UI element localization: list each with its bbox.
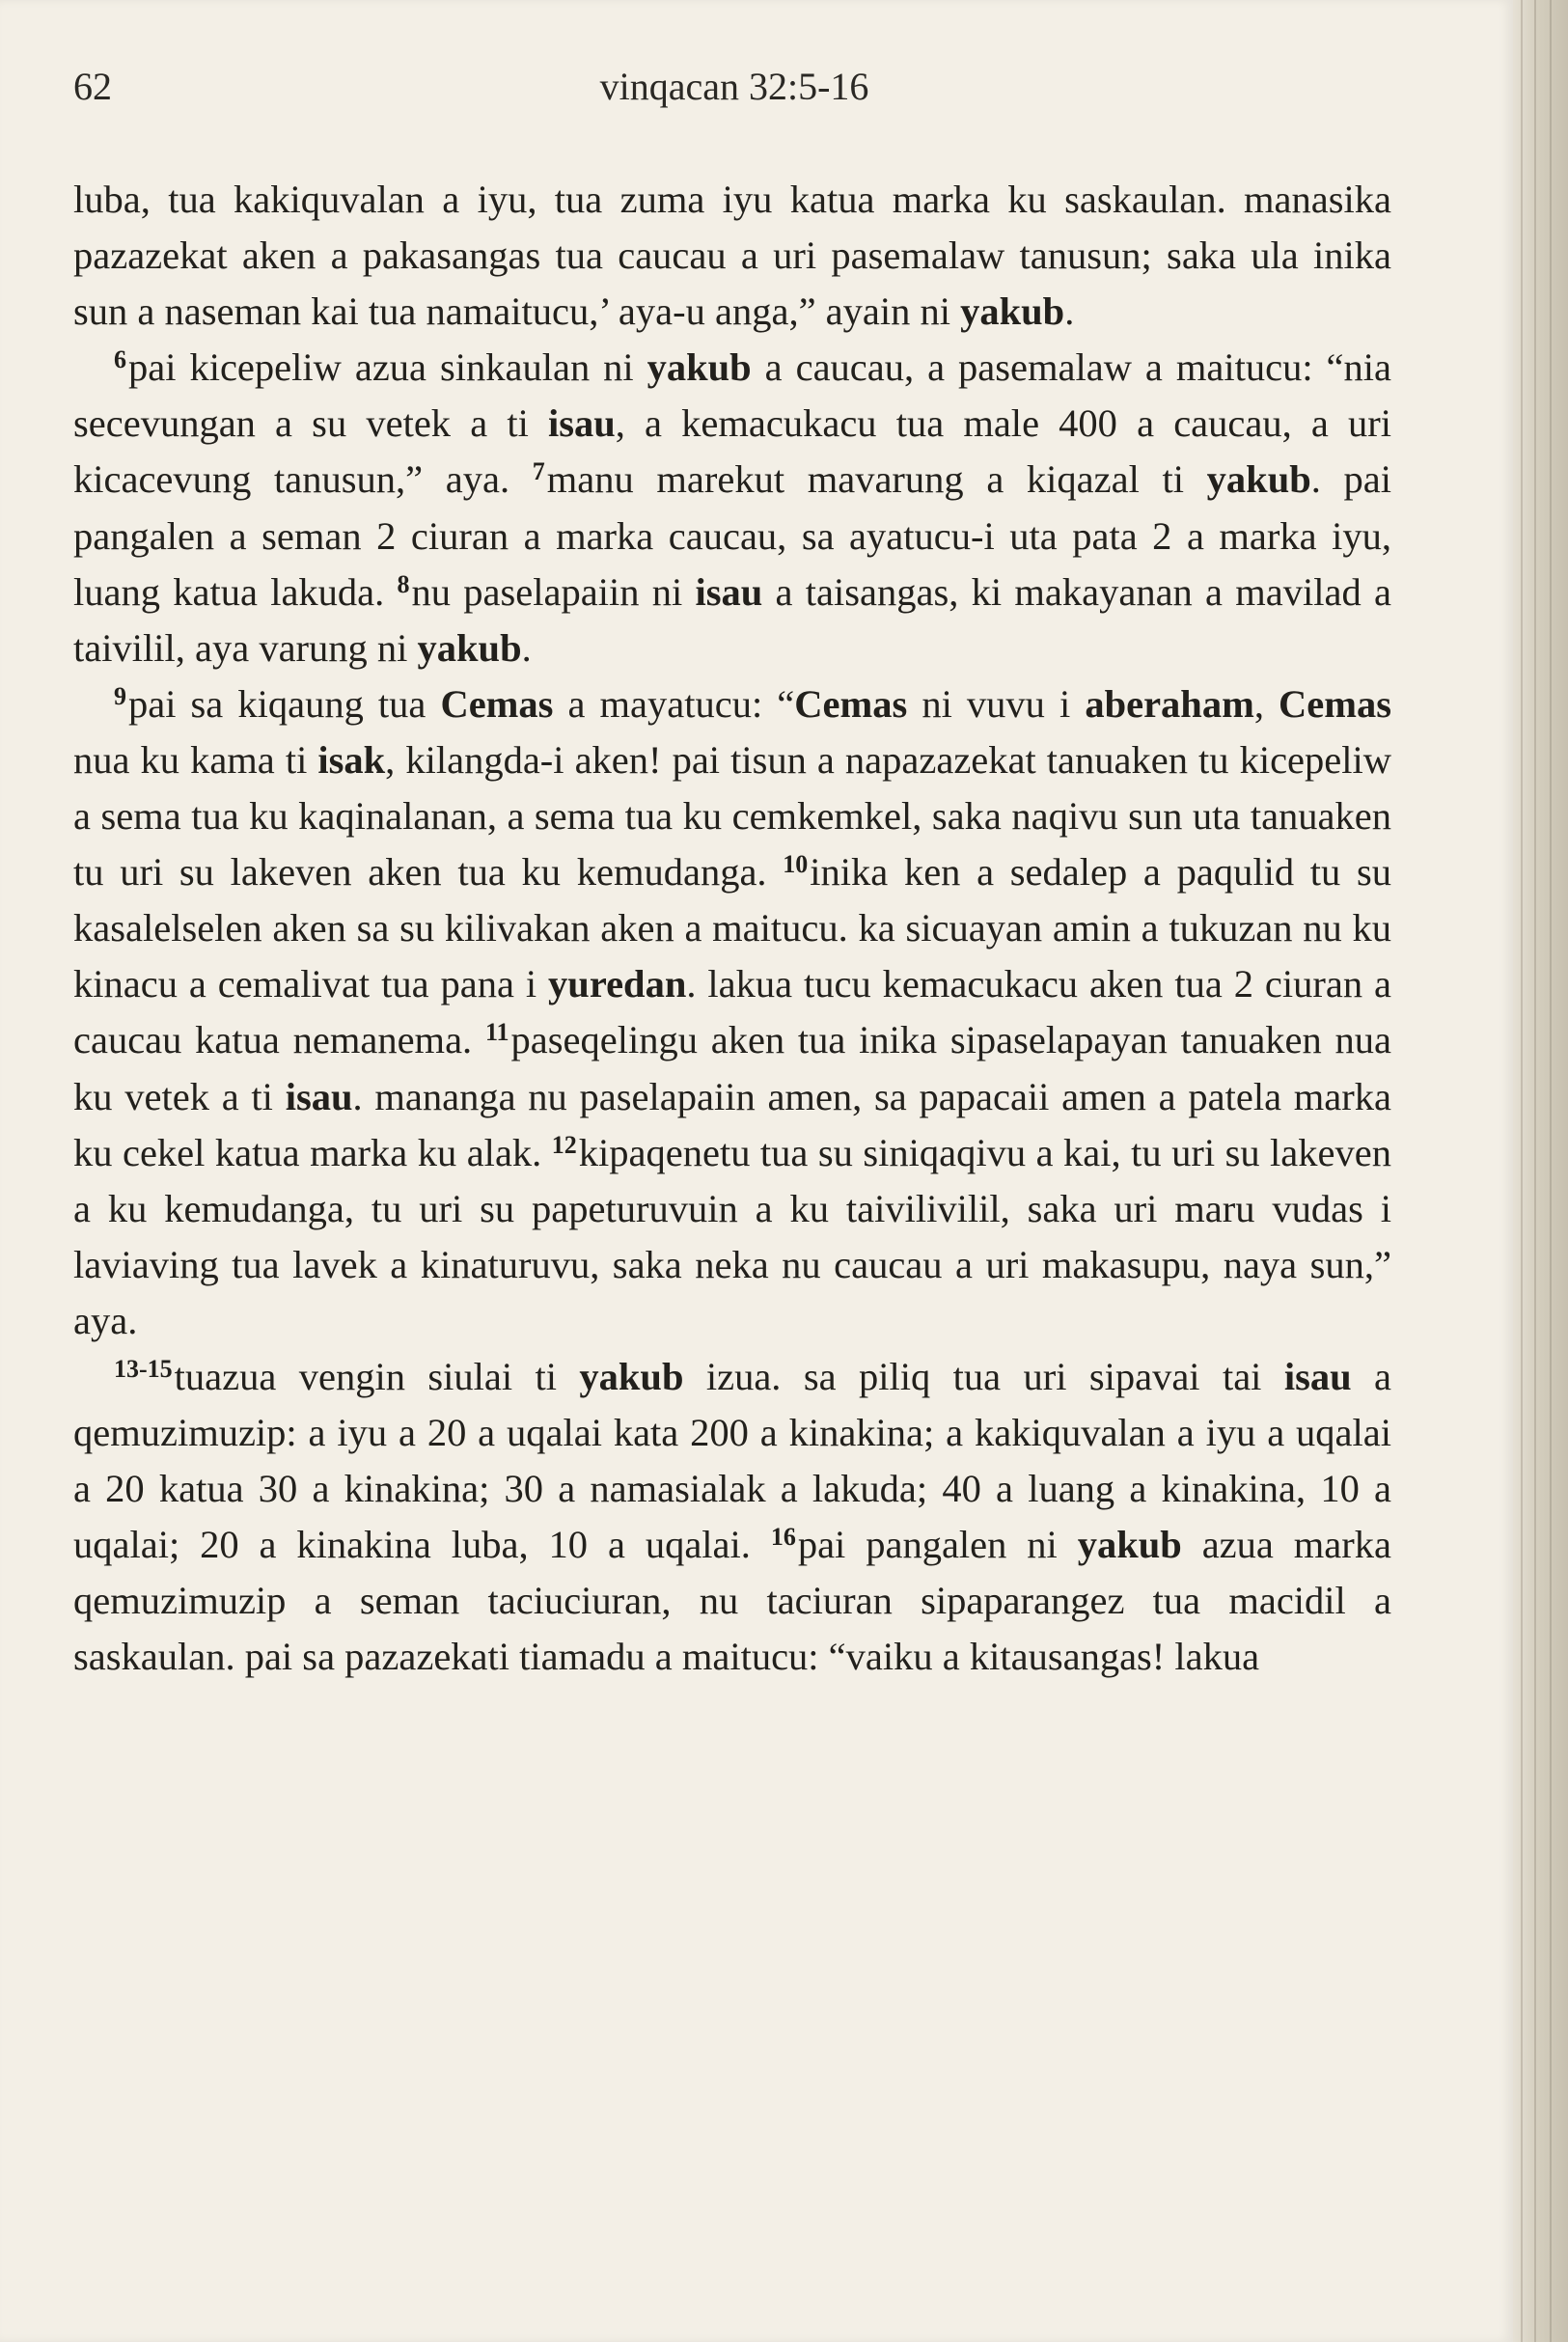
paragraph [73,340,1391,676]
verse-text: pai pangalen ni [797,1523,1078,1567]
verse-text: a caucau, a pasemalaw a maitucu: “nia secevungan a su vetek a ti [73,345,1391,446]
verse-text: nu paselapaiin ni [411,569,696,614]
scripture-text [73,172,1391,1686]
proper-name: isau [695,569,763,614]
running-title: vinqacan 32:5-16 [599,65,869,108]
proper-name: yakub [960,289,1065,334]
proper-name: isak [317,737,386,782]
verse-text: . [521,625,532,670]
verse-text: paseqelingu aken tua inika sipaselapayan tanuaken nua ku vetek a ti [73,1018,1392,1118]
verse-text: inika ken a sedalep a paqulid tu su kasalelselen aken sa su kilivakan aken a maitucu. ka sicuayan amin a tukuzan nu ku kinacu a cemalivat tua pana i [73,850,1392,1006]
verse-text: azua marka qemuzimuzip a seman taciuciuran, nu taciuran sipaparangez tua macidil a saskaulan. pai sa pazazekati tiamadu a maitucu: “vaiku a kitausangas! lakua [73,1523,1391,1679]
page-edge [1513,0,1568,2342]
proper-name: isau [285,1074,353,1118]
verse-text: kipaqenetu tua su siniqaqivu a kai, tu uri su lakeven a ku kemudanga, tu uri su papeturuvuin a ku taivilivilil, saka uri maru vudas i laviaving tua lavek a kinaturuvu, saka neka nu caucau a uri makasupu, naya sun,” aya. [73,1130,1391,1342]
proper-name: yakub [417,625,522,670]
running-header [73,64,1395,122]
proper-name: isau [547,401,616,446]
verse-number: 7 [532,457,545,486]
verse-number: 12 [551,1130,577,1159]
verse-text: . mananga nu paselapaiin amen, sa papacaii amen a patela marka ku cekel katua marka ku alak. [73,1074,1391,1174]
verse-number: 16 [770,1523,796,1552]
proper-name: yuredan [548,962,687,1006]
verse-text: . pai pangalen a seman 2 ciuran a marka caucau, sa ayatucu-i uta pata 2 a marka iyu, luang katua lakuda. [73,457,1391,614]
verse-text: a qemuzimuzip: a iyu a 20 a uqalai kata 200 a kinakina; a kakiquvalan a iyu a uqalai a 20 katua 30 a kinakina; 30 a namasialak a lakuda; 40 a luang a kinakina, 10 a uqalai; 20 a kinakina luba, 10 a uqalai. [73,1354,1391,1567]
proper-name: Cemas [1279,681,1392,726]
page-edge-line [1534,0,1536,2342]
verse-text: tuazua vengin siulai ti [174,1354,580,1398]
paragraph [73,676,1391,1349]
page-edge-line [1550,0,1552,2342]
verse-number: 10 [783,850,809,879]
page-edge-line [1521,0,1523,2342]
verse-text: nua ku kama ti [73,737,318,782]
proper-name: yakub [1206,457,1311,502]
verse-text: . lakua tucu kemacukacu aken tua 2 ciuran a caucau katua nemanema. [73,962,1391,1062]
verse-number: 13-15 [114,1354,173,1383]
verse-text: , a kemacukacu tua male 400 a caucau, a uri kicacevung tanusun,” aya. [73,401,1391,502]
verse-text: luba, tua kakiquvalan a iyu, tua zuma iyu katua marka ku saskaulan. manasika pazazekat aken a pakasangas tua caucau a uri pasemalaw tanusun; saka ula inika sun a naseman kai tua namaitucu,’ aya-u anga,” ayain ni [73,178,1391,334]
verse-number: 11 [484,1018,509,1047]
verse-number: 6 [114,345,126,374]
verse-text: . [1064,289,1075,334]
verse-number: 9 [114,681,126,710]
verse-text: a taisangas, ki makayanan a mavilad a taivilil, aya varung ni [73,569,1391,670]
verse-text: a mayatucu: “ [553,681,795,726]
proper-name: Cemas [440,681,554,726]
paragraph [73,172,1391,340]
proper-name: yakub [646,345,752,390]
verse-text: pai sa kiqaung tua [128,681,441,726]
verse-text: izua. sa piliq tua uri sipavai tai [683,1354,1284,1398]
proper-name: yakub [579,1354,684,1398]
paragraph [73,1349,1391,1686]
verse-text: , [1253,681,1279,726]
proper-name: isau [1283,1354,1352,1398]
proper-name: Cemas [794,681,908,726]
verse-text: , kilangda-i aken! pai tisun a napazazekat tanuaken tu kicepeliw a sema tua ku kaqinalanan, a sema tua ku cemkemkel, saka naqivu sun uta tanuaken tu uri su lakeven aken tua ku kemudanga. [73,737,1391,895]
verse-text: pai kicepeliw azua sinkaulan ni [128,345,647,390]
proper-name: yakub [1077,1523,1182,1567]
verse-text: manu marekut mavarung a kiqazal ti [546,457,1207,502]
proper-name: aberaham [1085,681,1254,726]
page-number: 62 [73,65,112,108]
verse-text: ni vuvu i [907,681,1086,726]
verse-number: 8 [397,569,410,598]
